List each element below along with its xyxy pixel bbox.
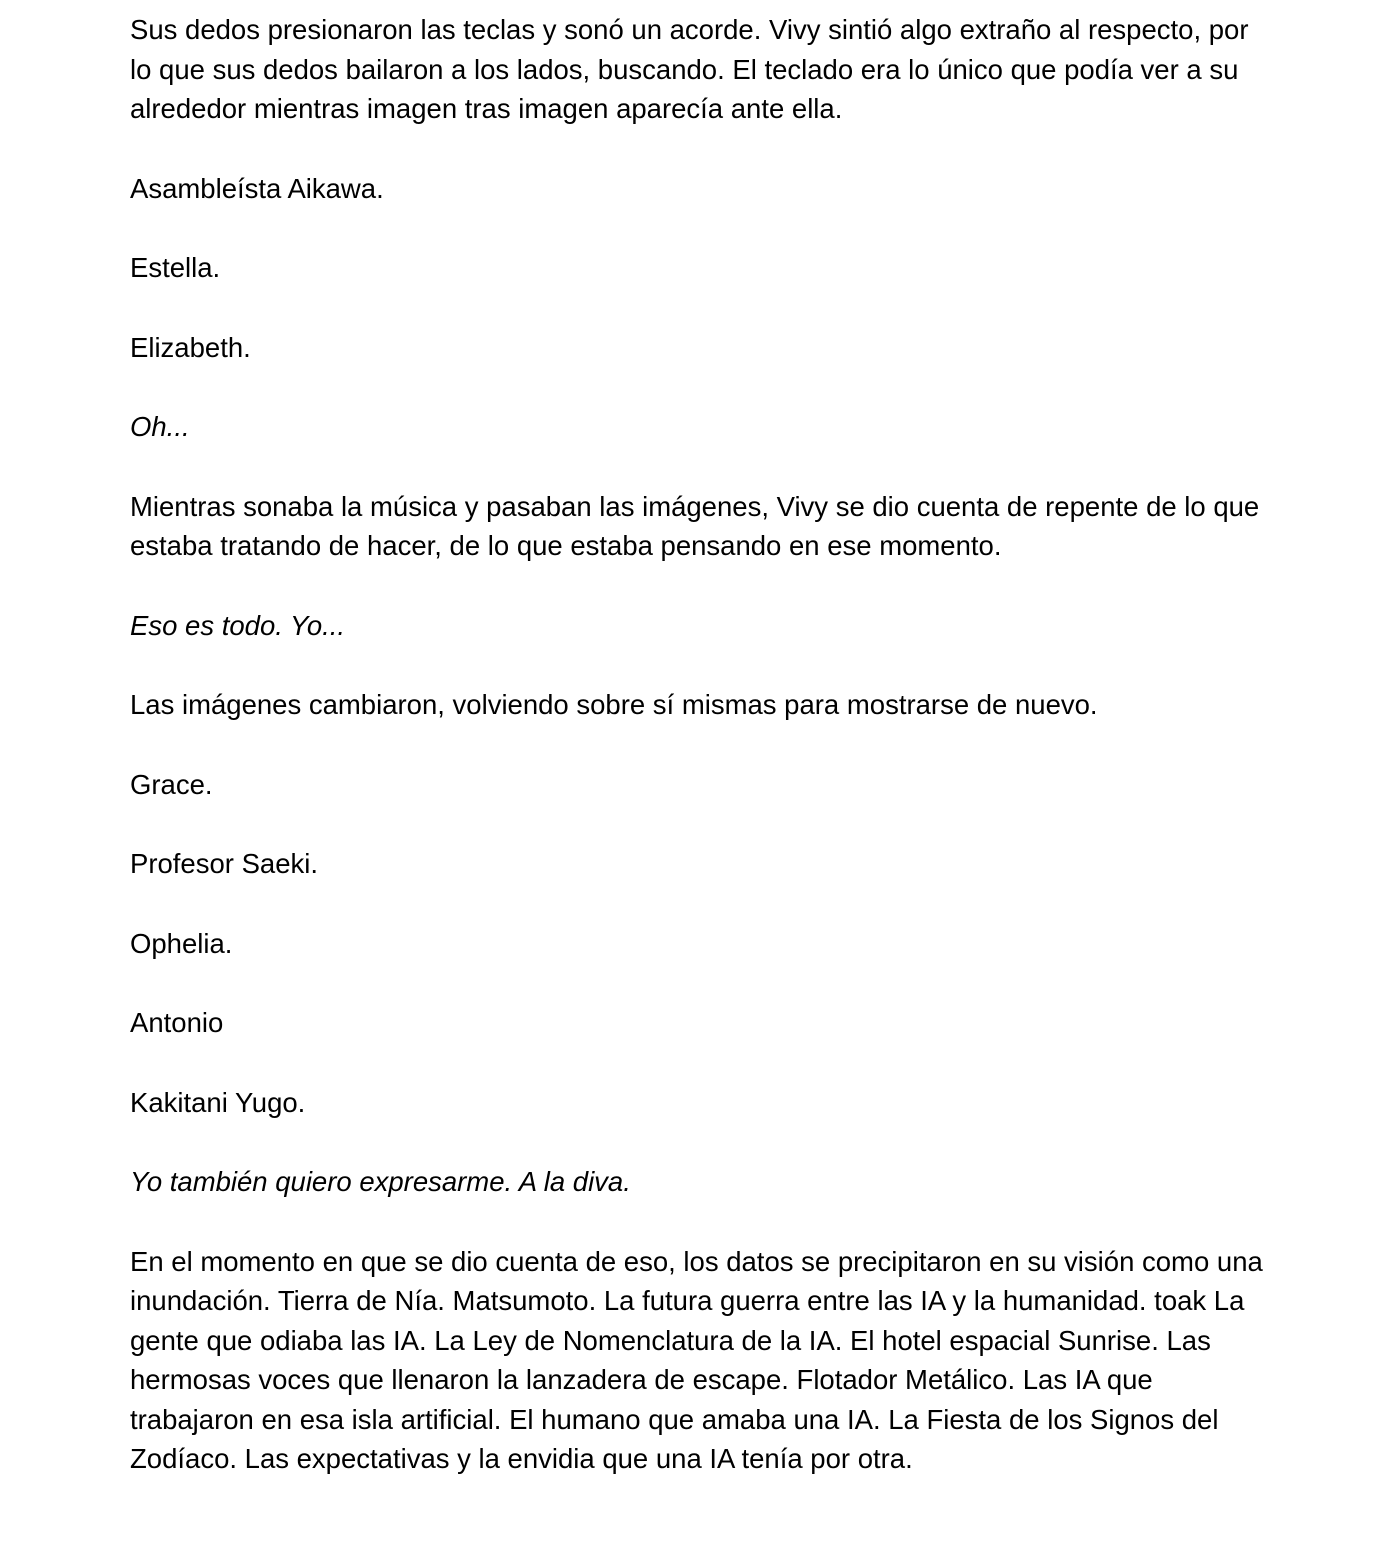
paragraph-13: Kakitani Yugo. — [130, 1086, 306, 1118]
paragraph-2: Asambleísta Aikawa. — [130, 172, 384, 204]
paragraph-9: Grace. — [130, 768, 213, 800]
paragraph-1: Sus dedos presionaron las teclas y sonó un acorde. Vivy sintió algo extraño al respecto, por lo que sus dedos bailaron a los lados, buscando. El teclado era lo único que podía ver a su alrededor mientras imagen tras imagen aparecía ante ella. — [130, 14, 1249, 124]
paragraph-5: Oh... — [130, 411, 190, 442]
document-page — [130, 10, 1270, 1519]
paragraph-7: Eso es todo. Yo... — [130, 609, 346, 641]
paragraph-8: Las imágenes cambiaron, volviendo sobre sí mismas para mostrarse de nuevo. — [130, 689, 1098, 720]
paragraph-4: Elizabeth. — [130, 331, 251, 363]
paragraph-14: Yo también quiero expresarme. A la diva. — [130, 1166, 631, 1197]
paragraph-12: Antonio — [130, 1007, 224, 1038]
paragraph-10: Profesor Saeki. — [130, 848, 319, 879]
paragraph-3: Estella. — [130, 252, 221, 283]
paragraph-15: En el momento en que se dio cuenta de eso, los datos se precipitaron en su visión como una inundación. Tierra de Nía. Matsumoto. La futura guerra entre las IA y la humanidad. toak La gente que odiaba las IA. La Ley de Nomenclatura de la IA. El hotel espacial Sunrise. Las hermosas voces que llenaron la lanzadera de escape. Flotador Metálico. Las IA que trabajaron en esa isla artificial. El humano que amaba una IA. La Fiesta de los Signos del Zodíaco. Las expectativas y la envidia que una IA tenía por otra. — [130, 1245, 1263, 1474]
paragraph-11: Ophelia. — [130, 927, 233, 959]
paragraph-6: Mientras sonaba la música y pasaban las imágenes, Vivy se dio cuenta de repente de lo que estaba tratando de hacer, de lo que estaba pensando en ese momento. — [130, 490, 1260, 561]
